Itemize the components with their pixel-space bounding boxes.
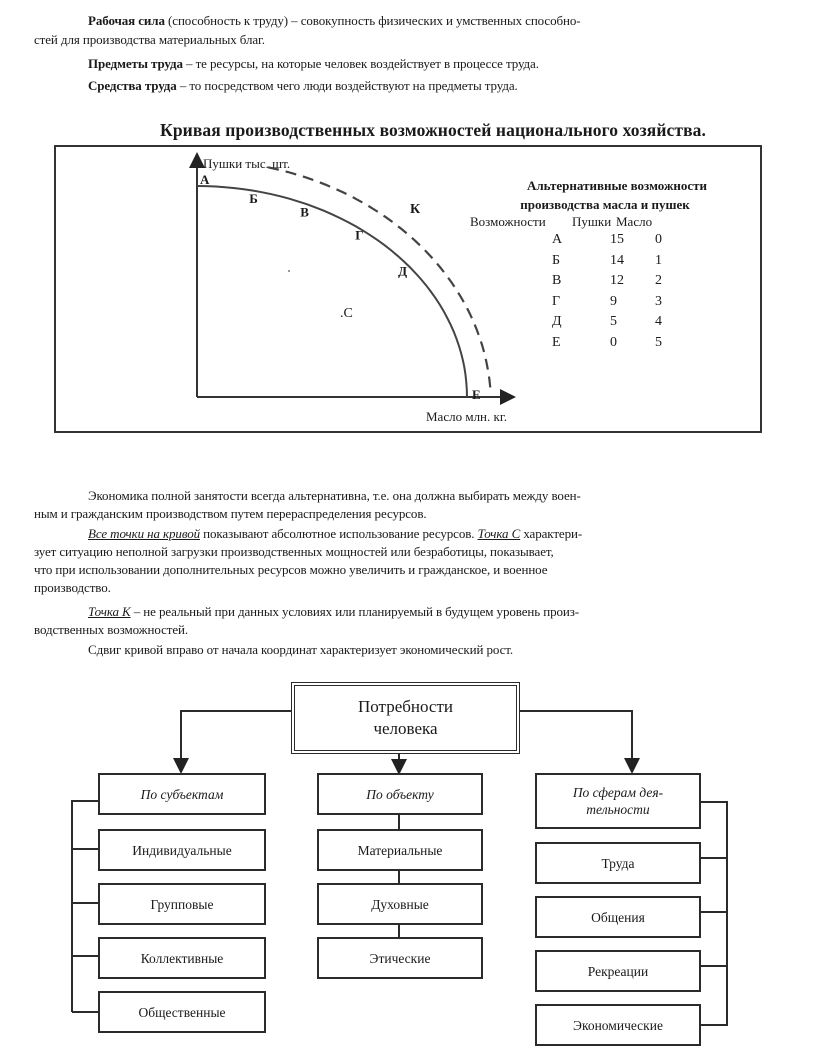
- connector-left: [181, 711, 292, 770]
- node-social: Общественные: [98, 991, 266, 1033]
- curve-point-label: Д: [398, 263, 408, 279]
- connector-right: [519, 711, 632, 770]
- table-header: Возможности: [470, 214, 546, 229]
- table-cell: 2: [655, 273, 662, 288]
- table-row: [482, 273, 762, 294]
- x-axis-label: Масло млн. кг.: [426, 409, 507, 424]
- stray-dot: [288, 270, 290, 272]
- table-cell: Д: [552, 314, 562, 329]
- term-point-c: Точка С: [477, 526, 521, 541]
- table-cell: 4: [655, 314, 662, 329]
- paragraph-full-employment-cont: ным и гражданским производством путем перераспределения ресурсов.: [34, 506, 427, 521]
- term-objects-of-labor: Предметы труда: [88, 56, 183, 71]
- table-row: [482, 253, 762, 274]
- node-recreation: Рекреации: [535, 950, 701, 992]
- table-cell: Б: [552, 252, 561, 268]
- table-cell: 3: [655, 293, 662, 309]
- term-point-k: Точка К: [88, 604, 131, 619]
- table-header-row: [470, 214, 762, 232]
- node-material: Материальные: [317, 829, 483, 871]
- table-title-line2: производства масла и пушек: [520, 197, 690, 212]
- table-cell: 5: [655, 334, 662, 350]
- y-axis-label: Пушки тыс. шт.: [203, 156, 291, 171]
- paragraph-curve-points-cont: производство.: [34, 580, 111, 595]
- curve-point-label: Б: [249, 191, 258, 206]
- bracket-left: [72, 801, 98, 1012]
- paragraph-means-of-labor: Средства труда – то посредством чего люди воздействуют на предметы труда.: [88, 78, 518, 93]
- paragraph-curve-points: Все точки на кривой показывают абсолютное использование ресурсов. Точка С характери-: [88, 526, 583, 541]
- node-communication: Общения: [535, 896, 701, 938]
- table-cell: А: [552, 232, 563, 247]
- paragraph-curve-shift: Сдвиг кривой вправо от начала координат характеризует экономический рост.: [88, 642, 514, 657]
- table-cell: 1: [655, 252, 662, 268]
- node-economic: Экономические: [535, 1004, 701, 1046]
- table-body: [482, 232, 762, 355]
- paragraph-full-employment: Экономика полной занятости всегда альтернативна, т.е. она должна выбирать между воен-: [88, 488, 581, 503]
- point-k-label: К: [410, 202, 421, 217]
- point-c-label: .С: [340, 306, 353, 321]
- term-all-points-on-curve: Все точки на кривой: [88, 526, 200, 541]
- node-group: Групповые: [98, 883, 266, 925]
- paragraph-curve-points-cont: что при использовании дополнительных ресурсов можно увеличить и гражданское, и военное: [34, 562, 548, 577]
- branch-by-subject: По субъектам: [98, 773, 266, 815]
- node-collective: Коллективные: [98, 937, 266, 979]
- table-cell: 0: [610, 334, 617, 350]
- table-row: [482, 314, 762, 335]
- table-cell: 0: [655, 232, 662, 247]
- needs-root-node: Потребности человека: [291, 682, 520, 754]
- term-means-of-labor: Средства труда: [88, 78, 177, 93]
- table-cell: Е: [552, 334, 561, 350]
- curve-point-labels: [200, 172, 481, 402]
- table-title-line1: Альтернативные возможности: [526, 178, 708, 193]
- curve-point-label: Г: [355, 227, 364, 243]
- branch-by-object: По объекту: [317, 773, 483, 815]
- paragraph-labor-force: Рабочая сила (способность к труду) – совокупность физических и умственных способно-: [88, 13, 581, 28]
- ppf-title: Кривая производственных возможностей национального хозяйства.: [160, 120, 706, 140]
- table-cell: 12: [610, 273, 624, 288]
- branch-by-sphere: По сферам дея- тельности: [535, 773, 701, 829]
- table-cell: 14: [610, 252, 624, 268]
- alternatives-table: [470, 176, 762, 355]
- table-header: Пушки: [572, 214, 612, 229]
- node-individual: Индивидуальные: [98, 829, 266, 871]
- paragraph-curve-points-cont: зует ситуацию неполной загрузки производственных мощностей или безработицы, показывает,: [34, 544, 554, 559]
- table-header: Масло: [616, 214, 653, 229]
- paragraph-point-k: Точка К – не реальный при данных условиях или планируемый в будущем уровень произ-: [88, 604, 579, 619]
- node-labor: Труда: [535, 842, 701, 884]
- node-spiritual: Духовные: [317, 883, 483, 925]
- paragraph-objects-of-labor: Предметы труда – те ресурсы, на которые человек воздействует в процессе труда.: [88, 56, 539, 71]
- bracket-right: [701, 802, 727, 1025]
- curve-point-label: В: [300, 204, 309, 220]
- table-row: [482, 294, 762, 315]
- term-labor-force: Рабочая сила: [88, 13, 165, 28]
- curve-point-label: Е: [472, 387, 481, 402]
- table-cell: 5: [610, 314, 617, 329]
- node-ethical: Этические: [317, 937, 483, 979]
- table-row: [482, 335, 762, 356]
- table-row: [482, 232, 762, 253]
- table-cell: 9: [610, 293, 617, 309]
- table-cell: 15: [610, 232, 624, 247]
- table-cell: В: [552, 273, 562, 288]
- ppf-curve: [197, 186, 467, 397]
- table-cell: Г: [552, 293, 561, 309]
- curve-point-label: А: [200, 172, 210, 187]
- paragraph-point-k-cont: водственных возможностей.: [34, 622, 189, 637]
- paragraph-labor-force-cont: стей для производства материальных благ.: [34, 32, 265, 47]
